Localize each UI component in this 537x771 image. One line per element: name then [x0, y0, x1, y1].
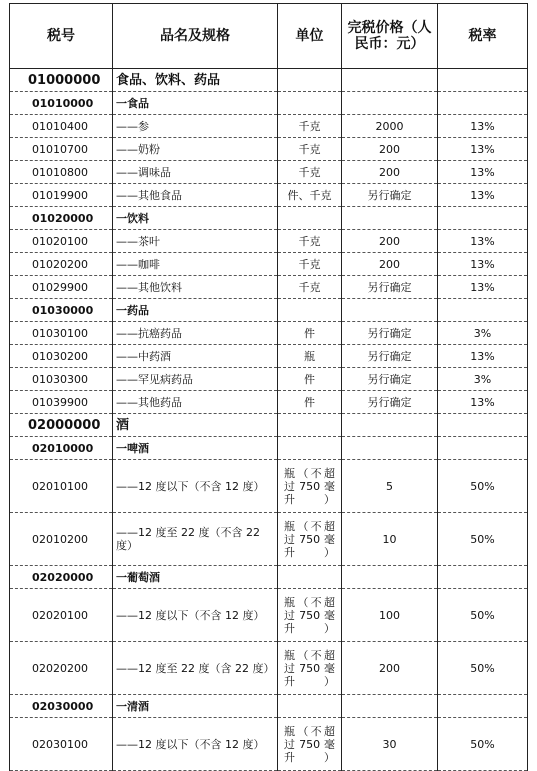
table-row — [10, 414, 528, 437]
tariff-document — [9, 3, 528, 771]
name-cell: 一清酒 — [113, 695, 278, 718]
price-cell — [342, 92, 438, 115]
header-name: 品名及规格 — [113, 4, 278, 69]
rate-cell — [438, 437, 528, 460]
rate-cell: 50% — [438, 460, 528, 513]
code-cell: 02020000 — [10, 566, 113, 589]
code-cell: 01010000 — [10, 92, 113, 115]
rate-cell: 13% — [438, 138, 528, 161]
name-cell: ——其他药品 — [113, 391, 278, 414]
price-cell: 另行确定 — [342, 345, 438, 368]
header-rate: 税率 — [438, 4, 528, 69]
price-cell: 另行确定 — [342, 368, 438, 391]
code-cell: 01030300 — [10, 368, 113, 391]
rate-cell: 3% — [438, 368, 528, 391]
rate-cell — [438, 92, 528, 115]
name-cell: ——中药酒 — [113, 345, 278, 368]
price-cell: 2000 — [342, 115, 438, 138]
table-row — [10, 299, 528, 322]
table-row — [10, 69, 528, 92]
name-cell: 一食品 — [113, 92, 278, 115]
unit-cell — [278, 92, 342, 115]
price-cell — [342, 414, 438, 437]
code-cell: 02030100 — [10, 718, 113, 771]
rate-cell: 50% — [438, 718, 528, 771]
price-cell: 200 — [342, 642, 438, 695]
code-cell: 01010700 — [10, 138, 113, 161]
unit-cell — [278, 207, 342, 230]
table-row — [10, 253, 528, 276]
code-cell: 02010100 — [10, 460, 113, 513]
unit-cell: 瓶（不超过 750 毫升） — [278, 460, 342, 513]
price-cell: 5 — [342, 460, 438, 513]
table-row — [10, 322, 528, 345]
unit-cell: 瓶（不超过 750 毫升） — [278, 513, 342, 566]
table-row — [10, 437, 528, 460]
code-cell: 01030000 — [10, 299, 113, 322]
header-price: 完税价格（人民币：元） — [342, 4, 438, 69]
rate-cell: 13% — [438, 391, 528, 414]
code-cell: 01019900 — [10, 184, 113, 207]
table-row — [10, 589, 528, 642]
unit-cell — [278, 437, 342, 460]
name-cell: ——12 度以下（不含 12 度） — [113, 589, 278, 642]
unit-cell — [278, 695, 342, 718]
name-cell: ——12 度以下（不含 12 度） — [113, 460, 278, 513]
unit-cell: 千克 — [278, 115, 342, 138]
table-row — [10, 718, 528, 771]
name-cell: 食品、饮料、药品 — [113, 69, 278, 92]
header-row — [10, 4, 528, 69]
code-cell: 01010400 — [10, 115, 113, 138]
name-cell: 酒 — [113, 414, 278, 437]
price-cell — [342, 566, 438, 589]
rate-cell: 50% — [438, 589, 528, 642]
price-cell — [342, 207, 438, 230]
price-cell: 另行确定 — [342, 276, 438, 299]
rate-cell: 50% — [438, 642, 528, 695]
table-row — [10, 566, 528, 589]
price-cell: 200 — [342, 253, 438, 276]
rate-cell — [438, 695, 528, 718]
rate-cell — [438, 69, 528, 92]
price-cell: 200 — [342, 138, 438, 161]
code-cell: 01039900 — [10, 391, 113, 414]
name-cell: ——12 度以下（不含 12 度） — [113, 718, 278, 771]
price-cell — [342, 69, 438, 92]
name-cell: ——12 度至 22 度（不含 22 度） — [113, 513, 278, 566]
unit-cell — [278, 566, 342, 589]
unit-cell — [278, 69, 342, 92]
rate-cell — [438, 299, 528, 322]
name-cell: ——茶叶 — [113, 230, 278, 253]
table-row — [10, 92, 528, 115]
unit-cell: 千克 — [278, 161, 342, 184]
rate-cell — [438, 566, 528, 589]
table-row — [10, 345, 528, 368]
code-cell: 02010000 — [10, 437, 113, 460]
code-cell: 01020200 — [10, 253, 113, 276]
price-cell: 10 — [342, 513, 438, 566]
rate-cell: 13% — [438, 230, 528, 253]
code-cell: 02020100 — [10, 589, 113, 642]
code-cell: 01029900 — [10, 276, 113, 299]
header-code: 税号 — [10, 4, 113, 69]
table-row — [10, 695, 528, 718]
name-cell: ——12 度至 22 度（含 22 度） — [113, 642, 278, 695]
unit-cell: 件 — [278, 368, 342, 391]
table-row — [10, 207, 528, 230]
price-cell: 200 — [342, 161, 438, 184]
tariff-table — [9, 3, 528, 771]
code-cell: 01010800 — [10, 161, 113, 184]
unit-cell: 千克 — [278, 230, 342, 253]
name-cell: 一啤酒 — [113, 437, 278, 460]
unit-cell: 件 — [278, 322, 342, 345]
name-cell: ——其他食品 — [113, 184, 278, 207]
code-cell: 01000000 — [10, 69, 113, 92]
name-cell: 一药品 — [113, 299, 278, 322]
code-cell: 02030000 — [10, 695, 113, 718]
unit-cell: 件、千克 — [278, 184, 342, 207]
unit-cell: 瓶（不超过 750 毫升） — [278, 589, 342, 642]
table-row — [10, 276, 528, 299]
unit-cell — [278, 414, 342, 437]
unit-cell: 千克 — [278, 253, 342, 276]
unit-cell: 瓶 — [278, 345, 342, 368]
table-row — [10, 642, 528, 695]
name-cell: ——其他饮料 — [113, 276, 278, 299]
rate-cell: 13% — [438, 184, 528, 207]
name-cell: 一饮料 — [113, 207, 278, 230]
rate-cell: 13% — [438, 276, 528, 299]
code-cell: 01020000 — [10, 207, 113, 230]
rate-cell — [438, 207, 528, 230]
unit-cell: 瓶（不超过 750 毫升） — [278, 642, 342, 695]
price-cell: 200 — [342, 230, 438, 253]
unit-cell — [278, 299, 342, 322]
name-cell: ——参 — [113, 115, 278, 138]
unit-cell: 件 — [278, 391, 342, 414]
table-row — [10, 115, 528, 138]
table-row — [10, 230, 528, 253]
unit-cell: 千克 — [278, 276, 342, 299]
table-row — [10, 138, 528, 161]
table-body — [10, 69, 528, 771]
name-cell: ——罕见病药品 — [113, 368, 278, 391]
rate-cell: 13% — [438, 115, 528, 138]
table-row — [10, 184, 528, 207]
code-cell: 01030100 — [10, 322, 113, 345]
name-cell: 一葡萄酒 — [113, 566, 278, 589]
rate-cell: 13% — [438, 345, 528, 368]
price-cell — [342, 299, 438, 322]
rate-cell: 13% — [438, 253, 528, 276]
code-cell: 01020100 — [10, 230, 113, 253]
price-cell: 30 — [342, 718, 438, 771]
unit-cell: 千克 — [278, 138, 342, 161]
table-row — [10, 460, 528, 513]
price-cell: 另行确定 — [342, 322, 438, 345]
code-cell: 01030200 — [10, 345, 113, 368]
code-cell: 02010200 — [10, 513, 113, 566]
name-cell: ——调味品 — [113, 161, 278, 184]
price-cell — [342, 437, 438, 460]
table-row — [10, 391, 528, 414]
name-cell: ——咖啡 — [113, 253, 278, 276]
code-cell: 02020200 — [10, 642, 113, 695]
name-cell: ——抗癌药品 — [113, 322, 278, 345]
rate-cell — [438, 414, 528, 437]
table-row — [10, 513, 528, 566]
rate-cell: 13% — [438, 161, 528, 184]
header-unit: 单位 — [278, 4, 342, 69]
price-cell: 另行确定 — [342, 391, 438, 414]
unit-cell: 瓶（不超过 750 毫升） — [278, 718, 342, 771]
code-cell: 02000000 — [10, 414, 113, 437]
table-row — [10, 368, 528, 391]
price-cell — [342, 695, 438, 718]
rate-cell: 3% — [438, 322, 528, 345]
price-cell: 另行确定 — [342, 184, 438, 207]
rate-cell: 50% — [438, 513, 528, 566]
name-cell: ——奶粉 — [113, 138, 278, 161]
table-row — [10, 161, 528, 184]
price-cell: 100 — [342, 589, 438, 642]
